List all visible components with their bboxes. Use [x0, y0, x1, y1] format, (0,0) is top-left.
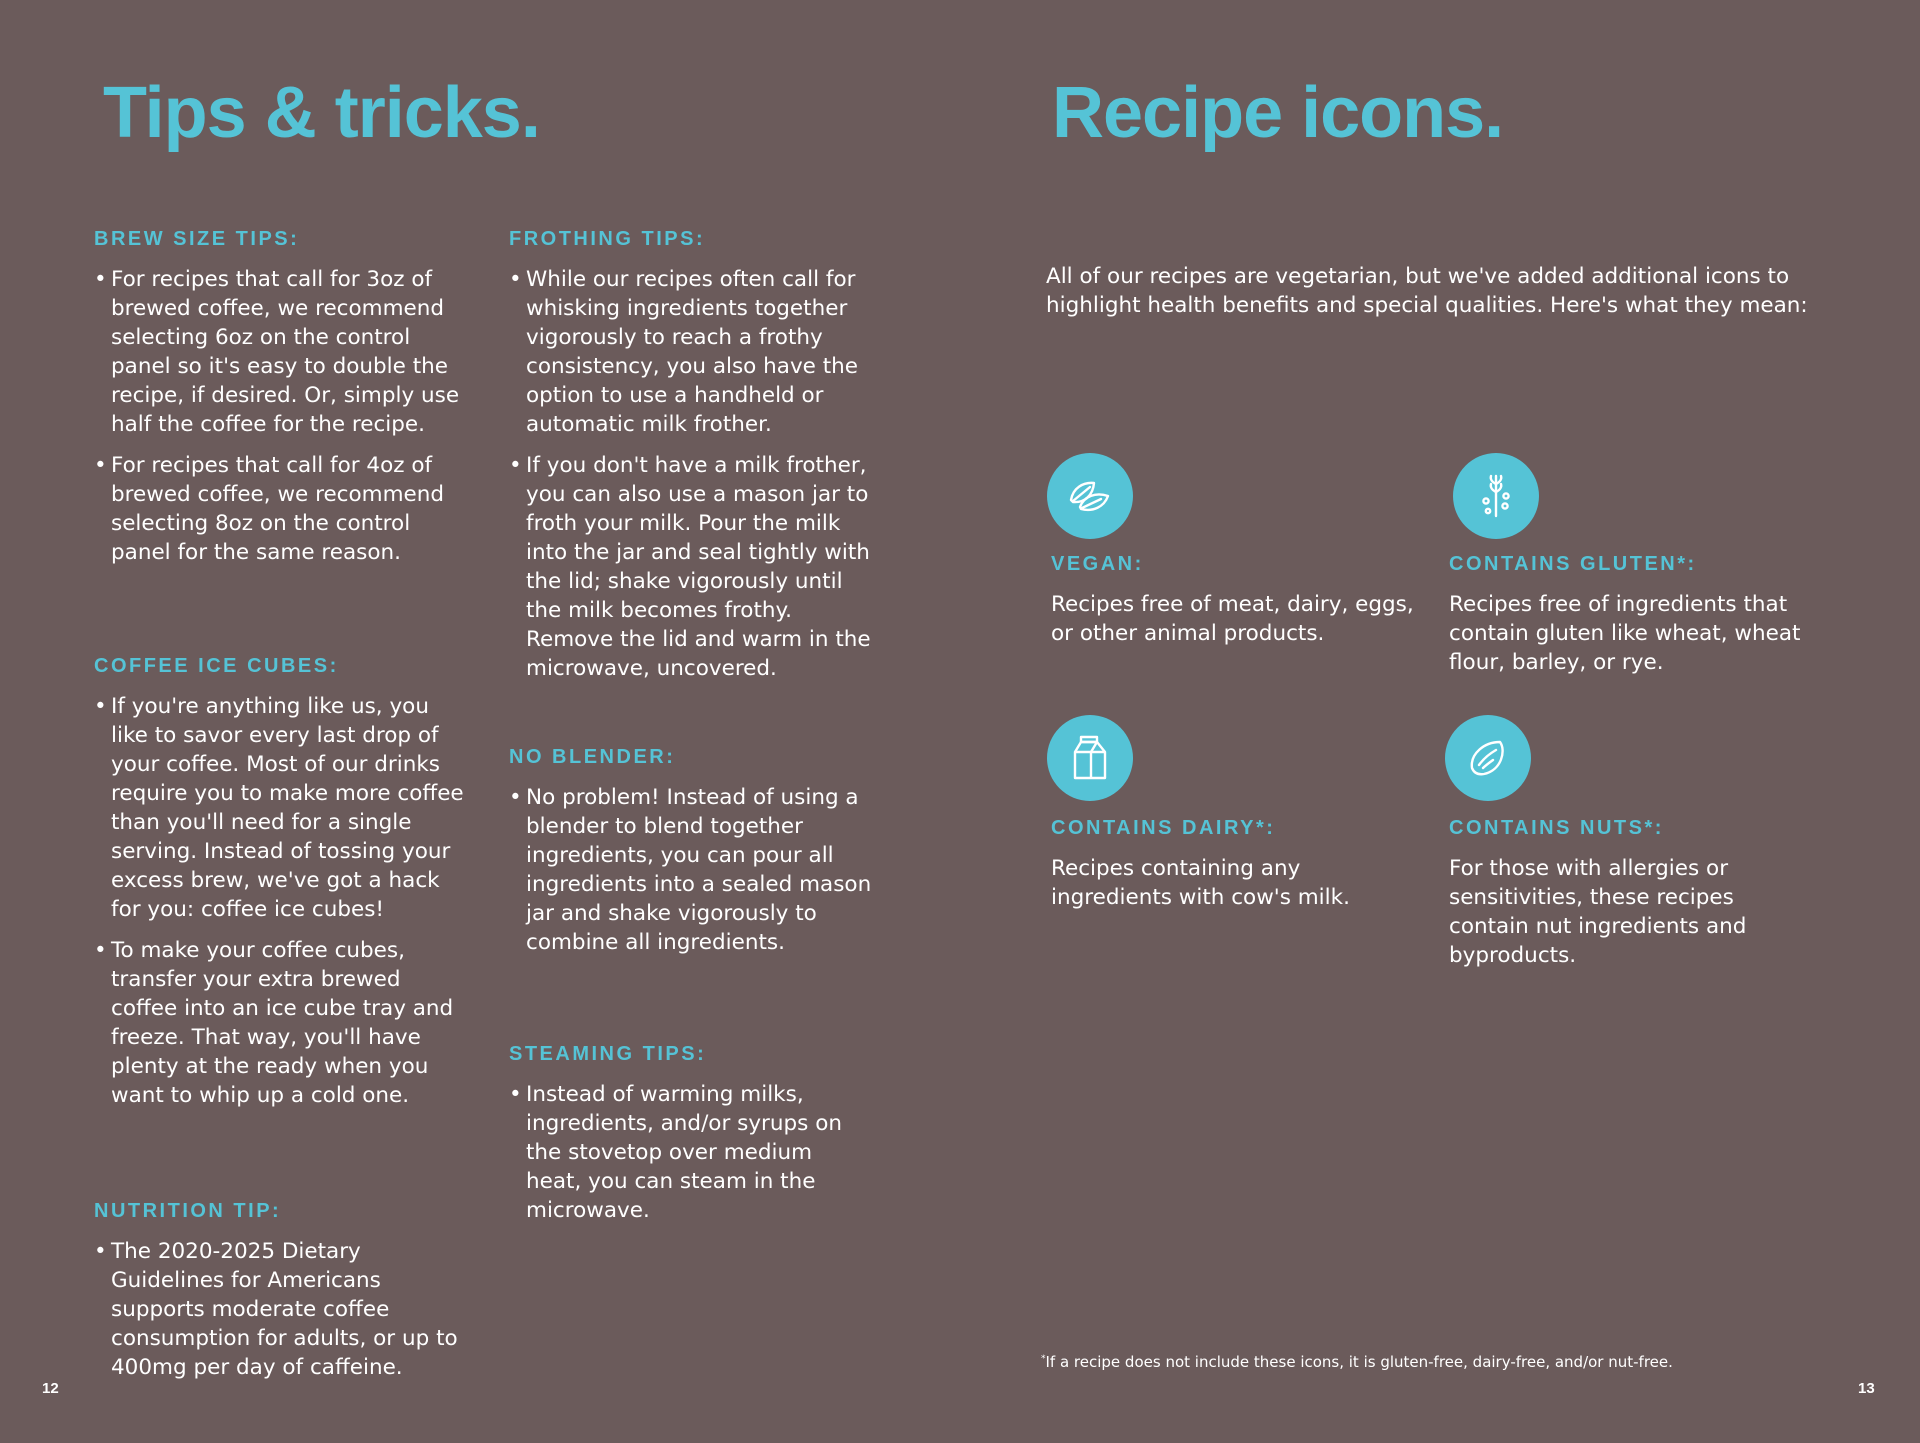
- milk-carton-icon: [1047, 715, 1133, 801]
- frothing-heading: FROTHING TIPS:: [509, 228, 706, 250]
- dairy-text: Recipes containing any ingredients with cow's milk.: [1051, 856, 1350, 910]
- list-item: • If you're anything like us, you like to savor every last drop of your coffee. Most of our drinks require you to make more coffee than you'll need for a single serving. Instead of tossing your excess brew, we've got a hack for you: coffee ice cubes!: [94, 692, 464, 924]
- list-item: • No problem! Instead of using a blender to blend together ingredients, you can pour all ingredients into a sealed mason jar and shake vigorously to combine all ingredients.: [509, 783, 874, 957]
- footnote: [1041, 1353, 1673, 1371]
- list-item: • The 2020-2025 Dietary Guidelines for Americans supports moderate coffee consumption for adults, or up to 400mg per day of caffeine.: [94, 1237, 464, 1382]
- nuts-text: For those with allergies or sensitivities, these recipes contain nut ingredients and byproducts.: [1449, 856, 1747, 968]
- wheat-icon: [1453, 453, 1539, 539]
- dairy-block: [1051, 817, 1421, 912]
- nutrition-heading: NUTRITION TIP:: [94, 1200, 282, 1222]
- steaming-list: [509, 1080, 874, 1225]
- list-item: • Instead of warming milks, ingredients, and/or syrups on the stovetop over medium heat, you can steam in the microwave.: [509, 1080, 874, 1225]
- gluten-heading: CONTAINS GLUTEN*:: [1449, 553, 1697, 575]
- steaming-heading: STEAMING TIPS:: [509, 1043, 707, 1065]
- vegan-text: Recipes free of meat, dairy, eggs, or other animal products.: [1051, 592, 1414, 646]
- leaves-icon: [1047, 453, 1133, 539]
- gluten-block: [1449, 553, 1819, 677]
- ice-cubes-heading: COFFEE ICE CUBES:: [94, 655, 339, 677]
- brew-size-heading: BREW SIZE TIPS:: [94, 228, 300, 250]
- left-page-number: 12: [42, 1380, 59, 1397]
- intro-text: All of our recipes are vegetarian, but we've added additional icons to highlight health benefits and special qualities. Here's what they mean:: [1046, 264, 1808, 318]
- vegan-block: [1051, 553, 1421, 648]
- list-item: • If you don't have a milk frother, you can also use a mason jar to froth your milk. Pour the milk into the jar and seal tightly with the lid; shake vigorously until the milk becomes frothy. Remove the lid and warm in the microwave, uncovered.: [509, 451, 874, 683]
- list-item: • For recipes that call for 4oz of brewed coffee, we recommend selecting 8oz on the control panel for the same reason.: [94, 451, 464, 567]
- ice-cubes-list: [94, 692, 464, 1110]
- column-2-steaming: [509, 1043, 874, 1237]
- footnote-text: If a recipe does not include these icons, it is gluten-free, dairy-free, and/or nut-free.: [1045, 1353, 1673, 1371]
- right-page-title: Recipe icons.: [1052, 73, 1504, 153]
- footnote-mark: *: [1041, 1354, 1046, 1364]
- column-2-frothing: [509, 228, 874, 695]
- nutrition-list: [94, 1237, 464, 1382]
- brew-size-list: [94, 265, 464, 567]
- list-item: • While our recipes often call for whisking ingredients together vigorously to reach a frothy consistency, you also have the option to use a handheld or automatic milk frother.: [509, 265, 874, 439]
- right-page-number: 13: [1858, 1380, 1875, 1397]
- column-1-nutrition: [94, 1200, 464, 1394]
- column-2-no-blender: [509, 746, 874, 969]
- list-item: • To make your coffee cubes, transfer your extra brewed coffee into an ice cube tray and freeze. That way, you'll have plenty at the ready when you want to whip up a cold one.: [94, 936, 464, 1110]
- no-blender-list: [509, 783, 874, 957]
- dairy-heading: CONTAINS DAIRY*:: [1051, 817, 1276, 839]
- nuts-block: [1449, 817, 1819, 970]
- column-1-ice: [94, 655, 464, 1122]
- left-page-title: Tips & tricks.: [103, 73, 540, 153]
- frothing-list: [509, 265, 874, 683]
- nut-icon: [1445, 715, 1531, 801]
- gluten-text: Recipes free of ingredients that contain gluten like wheat, wheat flour, barley, or rye.: [1449, 592, 1801, 675]
- column-1: [94, 228, 464, 579]
- nuts-heading: CONTAINS NUTS*:: [1449, 817, 1664, 839]
- list-item: • For recipes that call for 3oz of brewed coffee, we recommend selecting 6oz on the control panel so it's easy to double the recipe, if desired. Or, simply use half the coffee for the recipe.: [94, 265, 464, 439]
- vegan-heading: VEGAN:: [1051, 553, 1144, 575]
- no-blender-heading: NO BLENDER:: [509, 746, 676, 768]
